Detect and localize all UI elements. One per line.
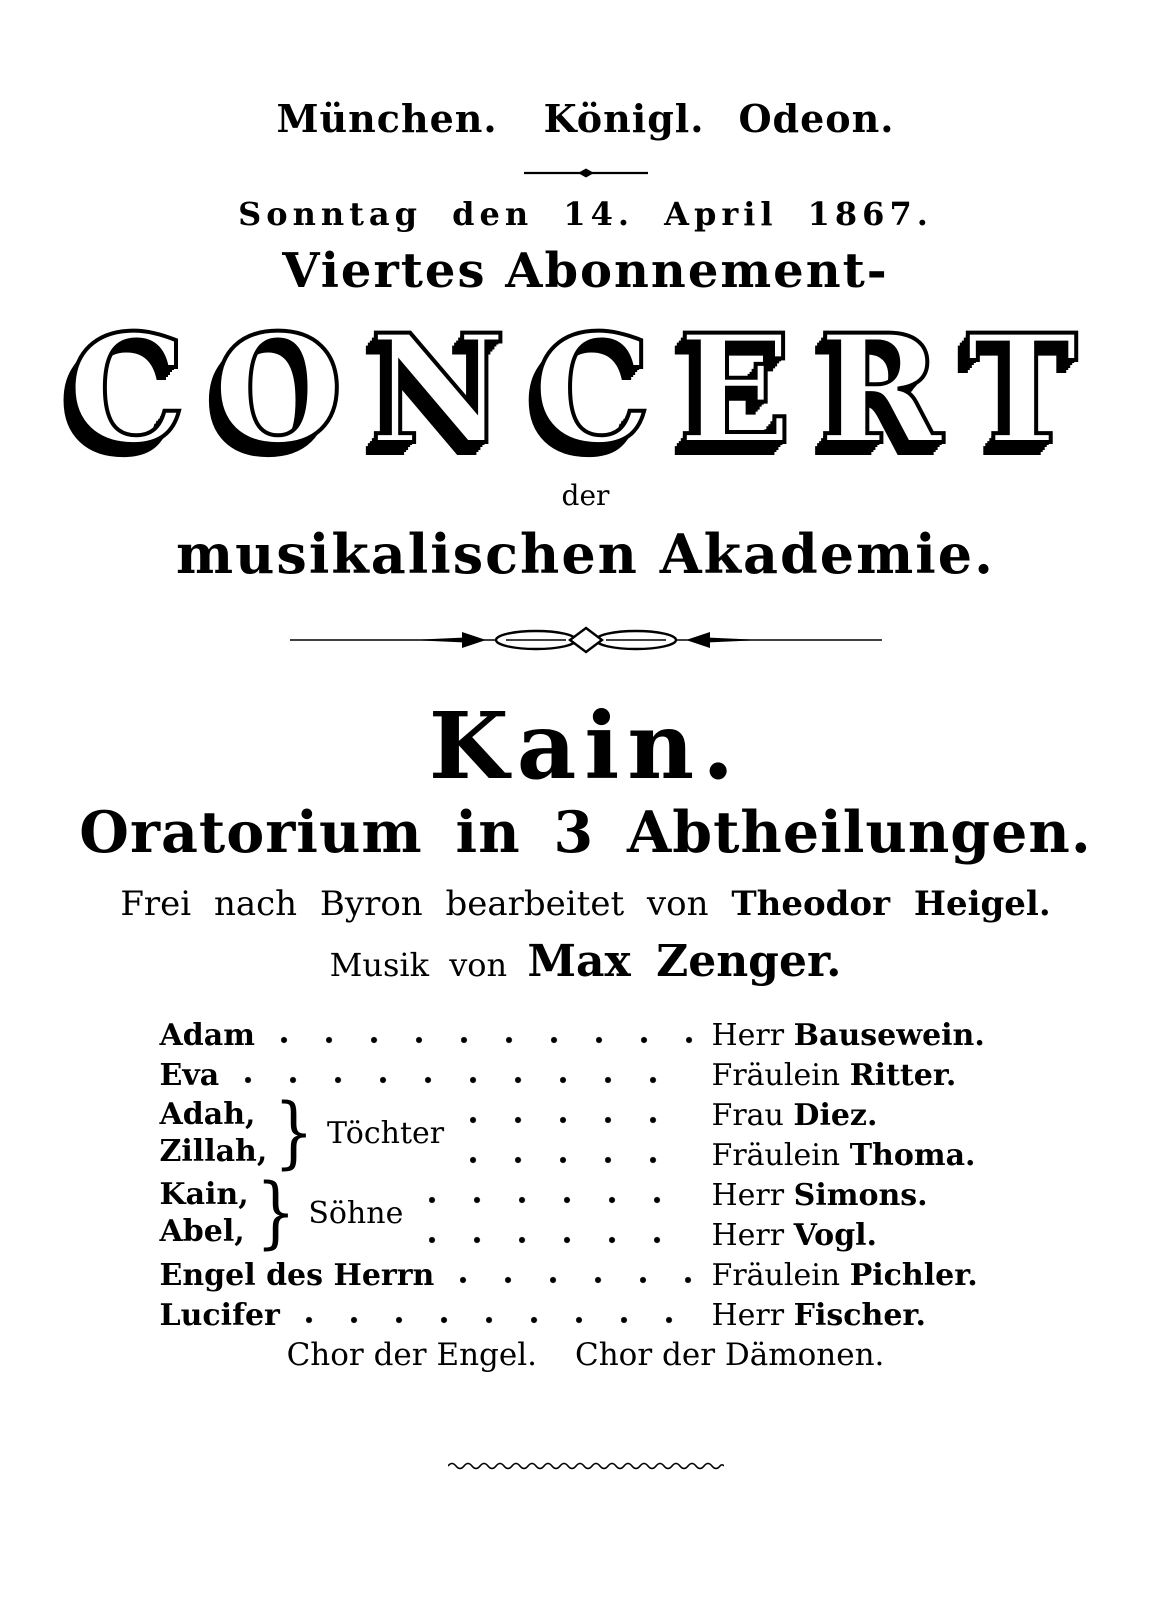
dot-leader [429,1236,693,1244]
performer-title: Herr [711,1298,785,1334]
date-line: Sonntag den 14. April 1867. [238,195,933,233]
cast-group-daughters [159,1088,1012,1179]
chorus-demons: Chor der Dämonen. [575,1337,885,1374]
role-name: Lucifer [159,1298,280,1334]
role-name: Zillah, [159,1134,268,1170]
der-line: der [561,479,610,512]
performer-title: Herr [711,1218,785,1254]
venue-line [0,0,1171,141]
dot-leader [470,1116,693,1124]
wavy-end-rule [448,1457,724,1471]
cast-row [160,1013,1012,1053]
cast-row [160,1253,1012,1293]
role-name: Adah, [159,1097,256,1133]
role-name: Adam [159,1018,255,1054]
performer-name: Ritter. [849,1058,957,1094]
performer-title: Herr [711,1178,785,1214]
cast-row [403,1213,1011,1253]
work-form-line: Oratorium in 3 Abtheilungen. [79,799,1092,867]
dot-leader [429,1196,693,1204]
libretto-line [0,884,1171,924]
group-brace: } [274,1088,314,1179]
cast-row [160,1293,1012,1333]
performer [712,1058,1012,1093]
small-divider-rule [524,167,648,179]
cast-row [160,1053,1012,1093]
concert-display-title: CONCERT [67,302,1104,478]
performer [712,1258,1012,1293]
performer-name: Diez. [793,1098,878,1134]
performer-name: Vogl. [793,1218,878,1254]
libretto-prefix: Frei nach Byron bearbeitet von [120,884,709,925]
role-name: Kain, [159,1177,249,1213]
music-prefix: Musik von [329,946,508,985]
role-name: Abel, [159,1214,245,1250]
performer-name: Thoma. [849,1138,976,1174]
performer [712,1138,1012,1173]
group-brace: } [255,1168,296,1259]
performer [712,1178,1012,1213]
librettist-name: Theodor Heigel. [731,884,1051,925]
organization-line: musikalischen Akademie. [176,522,995,586]
performer-title: Frau [711,1098,784,1134]
dot-leader [460,1276,693,1284]
performer [712,1098,1012,1133]
venue-name-part2: Odeon. [738,96,895,141]
performer-name: Bausewein. [793,1018,985,1054]
chorus-line [0,1337,1171,1373]
performer-name: Fischer. [793,1298,926,1334]
dot-leader [281,1036,694,1044]
performer-title: Fräulein [711,1058,841,1094]
cast-row [403,1173,1011,1213]
ornamental-divider [290,624,882,654]
composer-name: Max Zenger. [527,936,842,988]
series-title-line: Viertes Abonnement- [282,243,889,299]
chorus-angels: Chor der Engel. [286,1337,537,1374]
work-title: Kain. [428,692,743,800]
role-name: Engel des Herrn [159,1258,435,1294]
performer-name: Simons. [793,1178,928,1214]
dot-leader [245,1076,693,1084]
performer [712,1218,1012,1253]
performer-title: Herr [711,1018,785,1054]
performer [712,1018,1012,1053]
cast-row [444,1133,1011,1173]
group-label: Töchter [326,1115,445,1151]
performer-name: Pichler. [849,1258,978,1294]
city-name: München. [276,96,498,141]
cast-row [444,1093,1011,1133]
performer-title: Fräulein [711,1138,841,1174]
group-roles-block [159,1168,404,1259]
performer [712,1298,1012,1333]
cast-list [160,1013,1012,1333]
venue-name-part1: Königl. [543,96,705,141]
role-name: Eva [159,1058,220,1094]
dot-leader [470,1156,693,1164]
performer-title: Fräulein [711,1258,841,1294]
group-roles-block [159,1088,445,1179]
dot-leader [306,1316,694,1324]
cast-group-sons [159,1168,1012,1259]
music-line [0,936,1171,987]
group-label: Söhne [308,1195,404,1231]
